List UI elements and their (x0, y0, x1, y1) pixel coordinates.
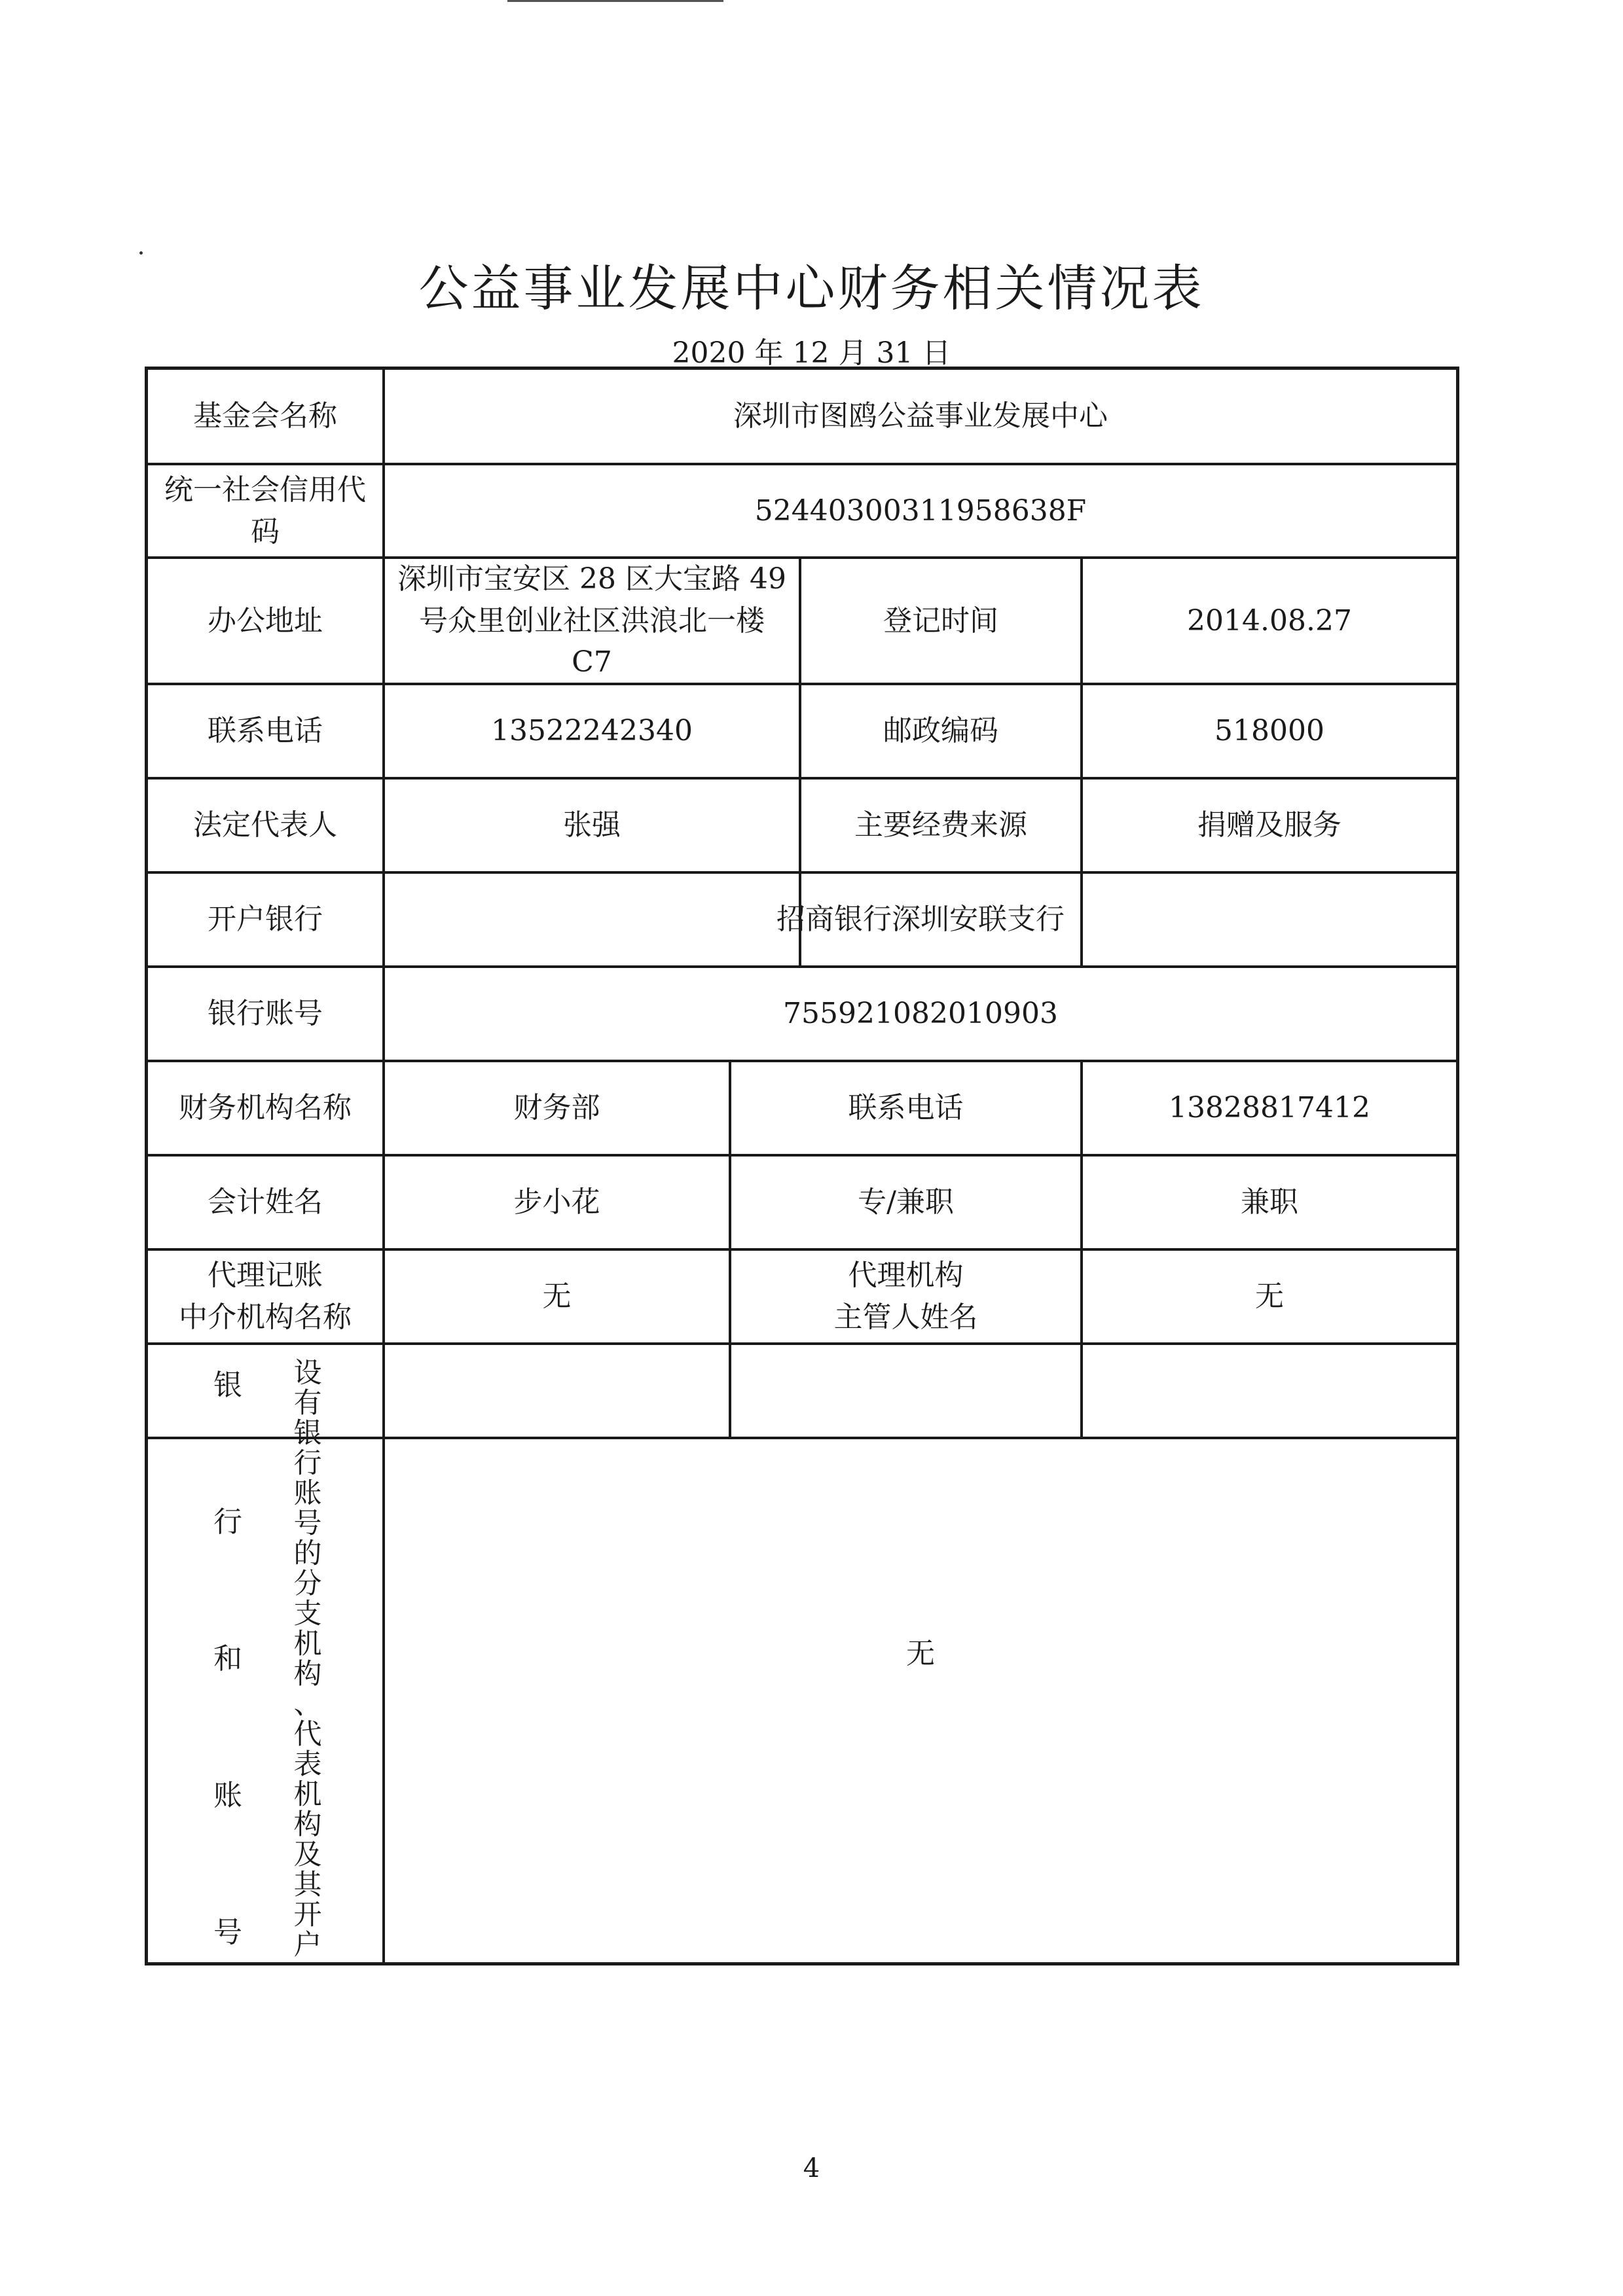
agency-supervisor-label-line2: 主管人姓名 (833, 1300, 978, 1334)
foundation-name-value: 深圳市图鸥公益事业发展中心 (733, 399, 1108, 433)
employment-type-label: 专/兼职 (858, 1185, 954, 1219)
legal-rep-value: 张强 (563, 808, 621, 842)
agency-label (148, 1251, 382, 1342)
branch-label-char: 开 (293, 1899, 322, 1931)
branch-label-char: 构 (293, 1808, 322, 1841)
office-address-value (385, 559, 799, 683)
branch-accounts-label-small (292, 1358, 323, 1960)
branch-label-char: 机 (293, 1628, 322, 1660)
credit-code-label-line1: 统一社会信用代 (164, 473, 366, 507)
postal-code-label: 邮政编码 (883, 714, 998, 748)
branch-label-char: 设 (293, 1357, 322, 1390)
postal-code-value: 518000 (1214, 714, 1324, 748)
credit-code-value: 52440300311958638F (754, 493, 1087, 528)
branch-label-char: 及 (293, 1839, 322, 1871)
branch-label-char: 构 (293, 1658, 322, 1691)
registration-date-label: 登记时间 (883, 603, 998, 637)
branch-label-char: 银 (293, 1417, 322, 1450)
agency-label-line1: 代理记账 (208, 1259, 323, 1293)
agency-supervisor-value: 无 (1255, 1280, 1284, 1314)
phone-label: 联系电话 (208, 714, 323, 748)
finance-phone-value: 13828817412 (1169, 1091, 1370, 1125)
page-title: 公益事业发展中心财务相关情况表 (418, 259, 1205, 317)
page-number: 4 (803, 2153, 820, 2183)
agency-value: 无 (542, 1280, 572, 1314)
branch-label-char: 的 (293, 1537, 322, 1570)
branch-accounts-label (148, 1345, 382, 1962)
branch-label-char: 户 (293, 1929, 322, 1962)
funding-source-value: 捐赠及服务 (1197, 808, 1341, 842)
branch-label-char: 账 (213, 1779, 242, 1812)
finance-info-table (145, 367, 1459, 1965)
branch-label-char: 行 (293, 1447, 322, 1480)
finance-phone-label: 联系电话 (848, 1091, 964, 1125)
top-edge-rule (507, 0, 723, 2)
branch-label-char: 其 (293, 1869, 322, 1901)
legal-rep-label: 法定代表人 (193, 808, 337, 842)
branch-label-char: 号 (293, 1507, 322, 1540)
employment-type-value: 兼职 (1241, 1185, 1298, 1219)
branch-label-char: 、 (293, 1688, 322, 1721)
credit-code-label (148, 465, 382, 556)
credit-code-label-line2: 码 (251, 514, 280, 548)
branch-accounts-value: 无 (906, 1636, 935, 1670)
office-address-line2: 号众里创业社区洪浪北一楼 (419, 603, 765, 637)
branch-accounts-label-big (213, 1371, 242, 1947)
accountant-value: 步小花 (513, 1185, 600, 1219)
bank-account-label: 银行账号 (208, 997, 323, 1031)
branch-label-char: 号 (213, 1916, 242, 1949)
accountant-label: 会计姓名 (208, 1185, 323, 1219)
finance-org-value: 财务部 (513, 1091, 600, 1125)
bank-label: 开户银行 (208, 903, 323, 937)
column-divider (1080, 1060, 1083, 1154)
office-address-line1: 深圳市宝安区 28 区大宝路 49 (397, 562, 786, 596)
office-address-line3: C7 (572, 645, 612, 679)
agency-label-line2: 中介机构名称 (179, 1300, 352, 1334)
branch-label-char: 账 (293, 1477, 322, 1510)
branch-label-char: 行 (213, 1505, 242, 1539)
branch-label-char: 代 (293, 1718, 322, 1751)
agency-supervisor-label-line1: 代理机构 (848, 1259, 964, 1293)
branch-label-char: 分 (293, 1568, 322, 1600)
bank-account-value: 755921082010903 (783, 997, 1058, 1031)
branch-label-char: 和 (213, 1642, 242, 1676)
report-date: 2020 年 12 月 31 日 (672, 336, 951, 370)
office-address-label: 办公地址 (208, 603, 323, 637)
branch-label-char: 机 (293, 1778, 322, 1811)
branch-label-char: 银 (213, 1369, 242, 1402)
registration-date-value: 2014.08.27 (1187, 603, 1352, 637)
agency-supervisor-label (731, 1251, 1080, 1342)
branch-label-char: 表 (293, 1748, 322, 1781)
funding-source-label: 主要经费来源 (854, 808, 1027, 842)
branch-label-char: 支 (293, 1598, 322, 1630)
foundation-name-label: 基金会名称 (193, 399, 337, 433)
bank-value: 招商银行深圳安联支行 (776, 903, 1065, 937)
column-divider (729, 1060, 731, 1154)
branch-label-char: 有 (293, 1387, 322, 1420)
phone-value: 13522242340 (491, 714, 693, 748)
finance-org-label: 财务机构名称 (179, 1091, 352, 1125)
